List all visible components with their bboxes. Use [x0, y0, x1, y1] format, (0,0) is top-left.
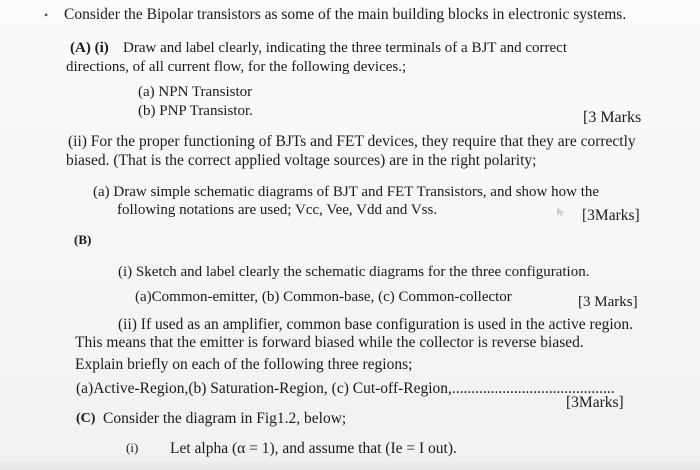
part-ii-text-2: biased. (That is the correct applied voltage sources) are in the right polarity;: [66, 152, 537, 169]
section-b-part-ii-text-2: This means that the emitter is forward biased while the collector is reverse biased.: [75, 334, 584, 351]
section-a-part-i-text-1: Draw and label clearly, indicating the three terminals of a BJT and correct: [123, 40, 567, 56]
section-b-part-i-marks: [3 Marks]: [578, 294, 638, 310]
section-b-part-ii-text-1: (ii) If used as an amplifier, common base configuration is used in the active region.: [118, 316, 634, 333]
section-c-label: (C): [76, 411, 96, 426]
section-a-label: [70, 39, 109, 57]
section-c-text: Consider the diagram in Fig1.2, below;: [103, 410, 347, 427]
page-edge-shadow: [0, 458, 700, 470]
npn-item: (a) NPN Transistor: [138, 84, 253, 100]
part-i-marks: [3 Marks: [583, 109, 642, 126]
cursor-arrow-icon: [556, 206, 566, 218]
section-a-part-i-label: (i): [94, 40, 109, 56]
part-ii-marks: [3Marks]: [582, 207, 640, 224]
section-b-regions-marks: [3Marks]: [566, 394, 624, 411]
part-ii-text-1: (ii) For the proper functioning of BJTs and FET devices, they require that they are correctly: [68, 133, 636, 150]
intro-text: Consider the Bipolar transistors as some of the main building blocks in electronic systems.: [64, 6, 627, 23]
section-a-letter: (A): [70, 40, 91, 56]
part-ii-sub-a-text-1: (a) Draw simple schematic diagrams of BJT and FET Transistors, and show how the: [93, 184, 600, 200]
bullet-mark: •: [44, 8, 49, 22]
section-b-regions: (a)Active-Region,(b) Saturation-Region, (c) Cut-off-Region,..........................................: [76, 380, 615, 397]
section-b-part-i-text-1: (i) Sketch and label clearly the schematic diagrams for the three configuration.: [118, 264, 590, 280]
section-a-part-i-text-2: directions, of all current flow, for the following devices.;: [66, 59, 407, 75]
section-c-item-label: (i): [126, 440, 139, 455]
section-b-explain: Explain briefly on each of the following three regions;: [75, 356, 413, 373]
pnp-item: (b) PNP Transistor.: [138, 103, 253, 119]
section-b-label: (B): [74, 232, 92, 247]
section-c-item-text: Let alpha (α = 1), and assume that (Ie = I out).: [170, 440, 457, 457]
part-ii-sub-a-text-2: following notations are used; Vcc, Vee, Vdd and Vss.: [117, 202, 438, 218]
section-b-part-i-text-2: (a)Common-emitter, (b) Common-base, (c) Common-collector: [135, 289, 512, 305]
